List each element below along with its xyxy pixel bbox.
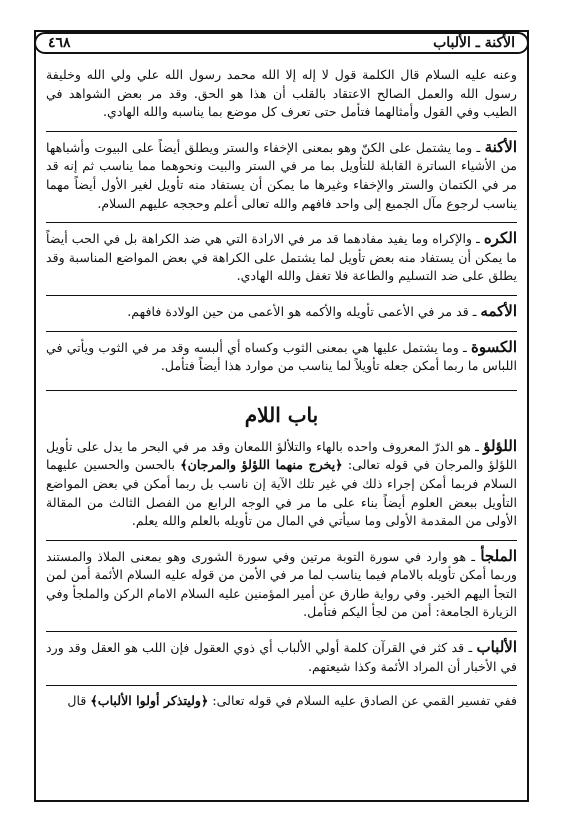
running-header — [34, 32, 529, 54]
entry-term: الألباب — [476, 638, 517, 657]
entry-lulu — [46, 437, 517, 531]
entry-text: ـ والإكراه وما يفيد مفادهما قد مر في الارادة التي هي ضد الكراهة بل في الحب أيضاً ما يمكن أن يستفاد منه بعض تأويل لما يشتمل على الكراهة في بعض المواضع المناسبة وقد يطلق على ضد التسليم والطاعة فلا تغفل والله الهادي. — [46, 231, 517, 284]
chapter-title: باب اللام — [46, 390, 517, 427]
entry-kurh — [46, 222, 517, 286]
quran-quote: ﴿وليتذكر أولوا الألباب﴾ — [90, 693, 209, 709]
entry-akmah — [46, 295, 517, 322]
entry-maljaa — [46, 540, 517, 622]
closing-paragraph — [46, 685, 517, 711]
entry-text: ـ هو وارد في سورة التوبة مرتين وفي سورة الشورى وهو بمعنى الملاذ والمستند وربما أمكن تأويله بالامام فيما يناسب لما مر في الأمن من قوله عليه السلام الأئمة أمن لمن التجأ اليهم الخير. وفي رواية طارق عن أمير المؤمنين عليه السلام الامام الركن والملجأ وفي الزيارة الجامعة: أمن من لجأ اليكم فتأمل. — [46, 548, 517, 620]
entry-term: الأكمه — [480, 301, 517, 320]
entry-term: الكسوة — [470, 337, 517, 356]
entry-term: اللؤلؤ — [483, 436, 517, 455]
running-title: الأكنة ـ الألباب — [433, 35, 515, 51]
entry-albab — [46, 631, 517, 676]
intro-paragraph — [46, 66, 517, 122]
entry-term: الملجأ — [480, 546, 517, 565]
intro-text: وعنه عليه السلام قال الكلمة قول لا إله إلا الله محمد رسول الله علي ولي الله وخليفة رسول الله والعمل الصالح الاعتقاد بالقلب أن هذا هو الحق. وقد مر بعض الشواهد في الطيب وفي القول وأمثالهما فتأمل حتى تعرف كل موضع بما يناسبه والله الهادي. — [46, 67, 517, 120]
entry-text: ـ قد كثر في القرآن كلمة أولي الألباب أي ذوي العقول فإن اللب هو العقل وقد ورد في الأخبار أن المراد الأئمة وكذا شيعتهم. — [46, 640, 517, 674]
entry-text: ـ قد مر في الأعمى تأويله والأكمه هو الأعمى من حين الولادة فافهم. — [127, 303, 481, 319]
entry-text: ـ وما يشتمل على الكنّ وهو بمعنى الإخفاء والستر ويطلق أيضاً على البيوت وأشباهها من الأشياء الساترة القابلة للتأويل بما مر في الستر والبيت ونحوهما مما يناسب ثم إنه قد مر في الكتمان والستر والإخفاء وغيرها ما يمكن أن يستفاد منه تأويل لغير الأول أيضاً مهما يناسب لرجوع مآل الجميع إلى واحد فافهم والله تعالى أعلم وحججه عليهم السلام. — [46, 139, 517, 211]
entry-term: الأكنة — [484, 137, 517, 156]
closing-text-continued: قال — [67, 693, 91, 709]
entry-term: الكره — [483, 229, 517, 248]
closing-text: ففي تفسير القمي عن الصادق عليه السلام في قوله تعالى: — [208, 693, 517, 709]
entry-text: ـ هو الدرّ المعروف واحده بالهاء والتلألؤ اللمعان وقد مر في البحر ما يدل على تأويل اللؤلؤ والمرجان في قوله تعالى: — [46, 438, 517, 473]
quran-quote: ﴿يخرج منهما اللؤلؤ والمرجان﴾ — [180, 457, 343, 473]
entry-kiswa — [46, 331, 517, 376]
entry-text: ـ وما يشتمل عليها هي بمعنى الثوب وكساه أي ألبسه وقد مر في الثوب ويأتي في اللباس ما ربما أمكن جعله تأويلاً لما يناسب من موارد هذا أيضاً فتأمل. — [46, 339, 517, 374]
entry-text-continued: بالحسن والحسين عليهما السلام فربما أمكن إجراء ذلك في غير تلك الآية إن ناسب بل ربما أمكن في بعض المواضع التأويل ببعض العلوم أيضاً بناء على ما مر في الوجه الرابع من الفصل الثالث من المقالة الأولى من المقدمة الأولى وما سيأتي في المال من تأويله بالعلم والله يعلم. — [46, 457, 517, 529]
entry-akinna — [46, 131, 517, 213]
page-number: ٤٦٨ — [48, 35, 71, 51]
page-content — [46, 66, 517, 796]
